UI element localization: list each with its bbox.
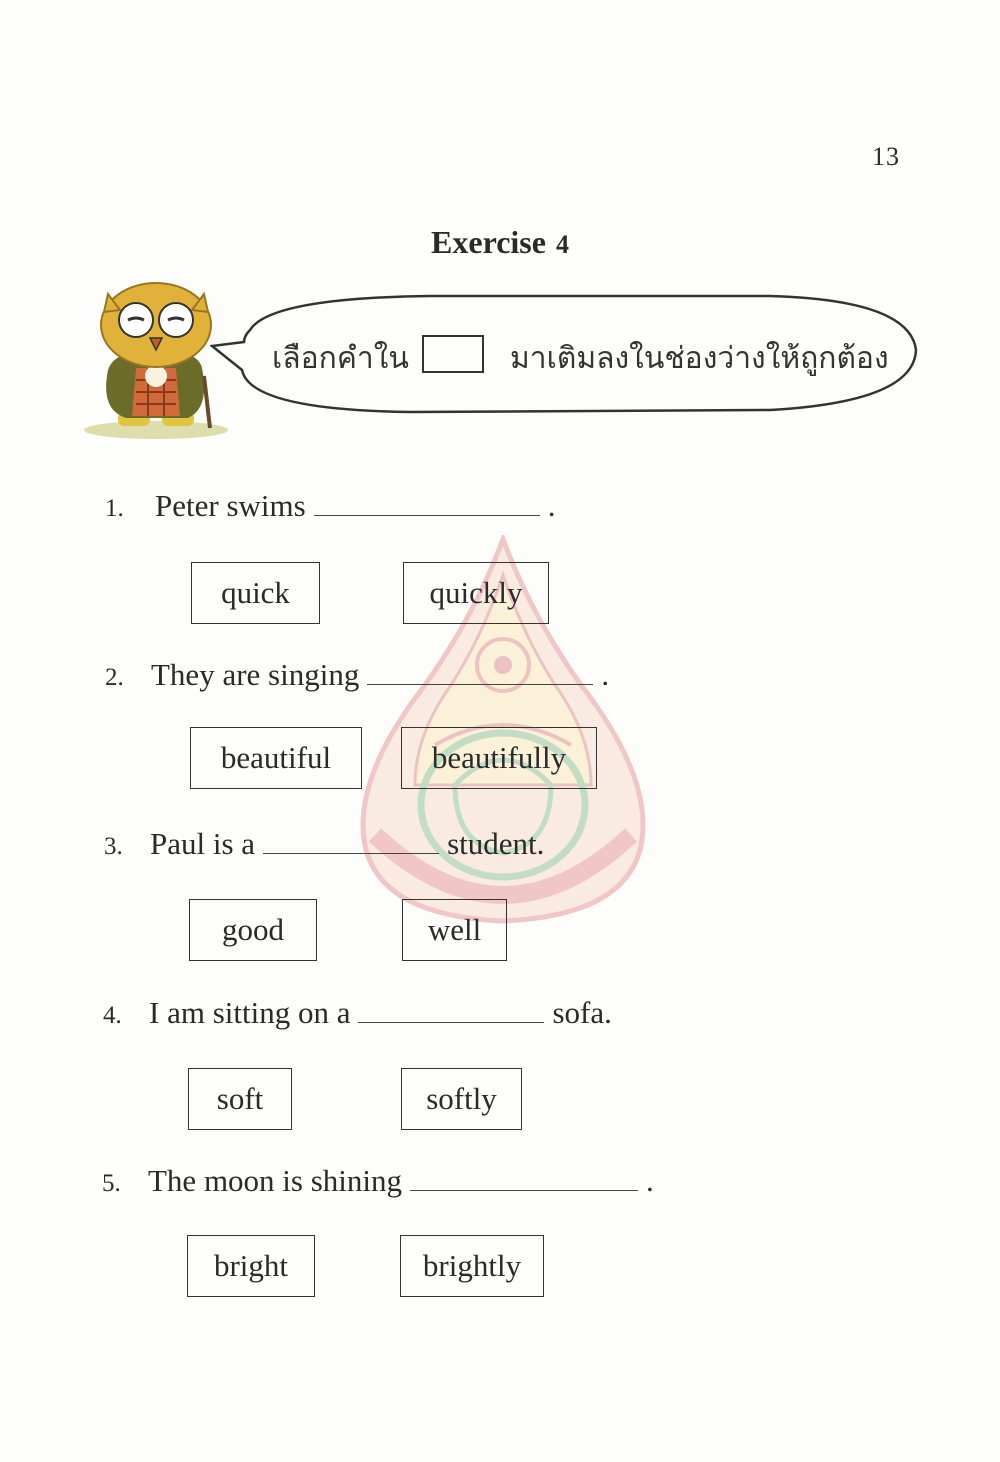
option-box[interactable]: beautifully <box>401 727 597 789</box>
question-number: 1. <box>105 495 124 522</box>
question-text: Paul is a <box>150 826 256 861</box>
question-text-end: . <box>646 1163 654 1198</box>
option-box[interactable]: bright <box>187 1235 315 1297</box>
question-text: The moon is shining <box>148 1163 403 1198</box>
page-number: 13 <box>872 142 900 171</box>
option-box[interactable]: soft <box>188 1068 292 1130</box>
answer-blank[interactable] <box>367 658 593 685</box>
instruction-text-after: มาเติมลงในช่องว่างให้ถูกต้อง <box>510 341 889 376</box>
instruction-text-before: เลือกคำใน <box>272 341 409 376</box>
question-text-end: student. <box>447 826 545 861</box>
question-text-end: sofa. <box>552 995 612 1030</box>
question-text-end: . <box>547 488 556 523</box>
question-number: 3. <box>104 833 123 860</box>
option-box[interactable]: brightly <box>400 1235 544 1297</box>
option-box[interactable]: quickly <box>403 562 549 624</box>
question-text: I am sitting on a <box>149 995 351 1030</box>
question-number: 4. <box>103 1002 122 1029</box>
exercise-title <box>0 224 1000 261</box>
question-3 <box>104 826 544 862</box>
option-box[interactable]: quick <box>191 562 320 624</box>
option-box[interactable]: beautiful <box>190 727 362 789</box>
question-text: They are singing <box>151 657 360 692</box>
question-text-end: . <box>601 657 610 692</box>
option-box[interactable]: softly <box>401 1068 522 1130</box>
answer-blank[interactable] <box>263 827 439 854</box>
question-1 <box>105 488 555 524</box>
question-5 <box>102 1163 654 1199</box>
option-box[interactable]: good <box>189 899 317 961</box>
question-number: 2. <box>105 664 124 691</box>
answer-blank[interactable] <box>410 1164 638 1191</box>
question-number: 5. <box>102 1170 121 1197</box>
exercise-title-text: Exercise <box>431 224 546 260</box>
answer-blank[interactable] <box>314 489 540 516</box>
exercise-number: 4 <box>555 230 569 259</box>
instruction-box-icon <box>422 335 484 373</box>
question-text: Peter swims <box>155 488 306 523</box>
answer-blank[interactable] <box>358 996 544 1023</box>
question-2 <box>105 657 609 693</box>
option-box[interactable]: well <box>402 899 507 961</box>
question-4 <box>103 995 612 1031</box>
